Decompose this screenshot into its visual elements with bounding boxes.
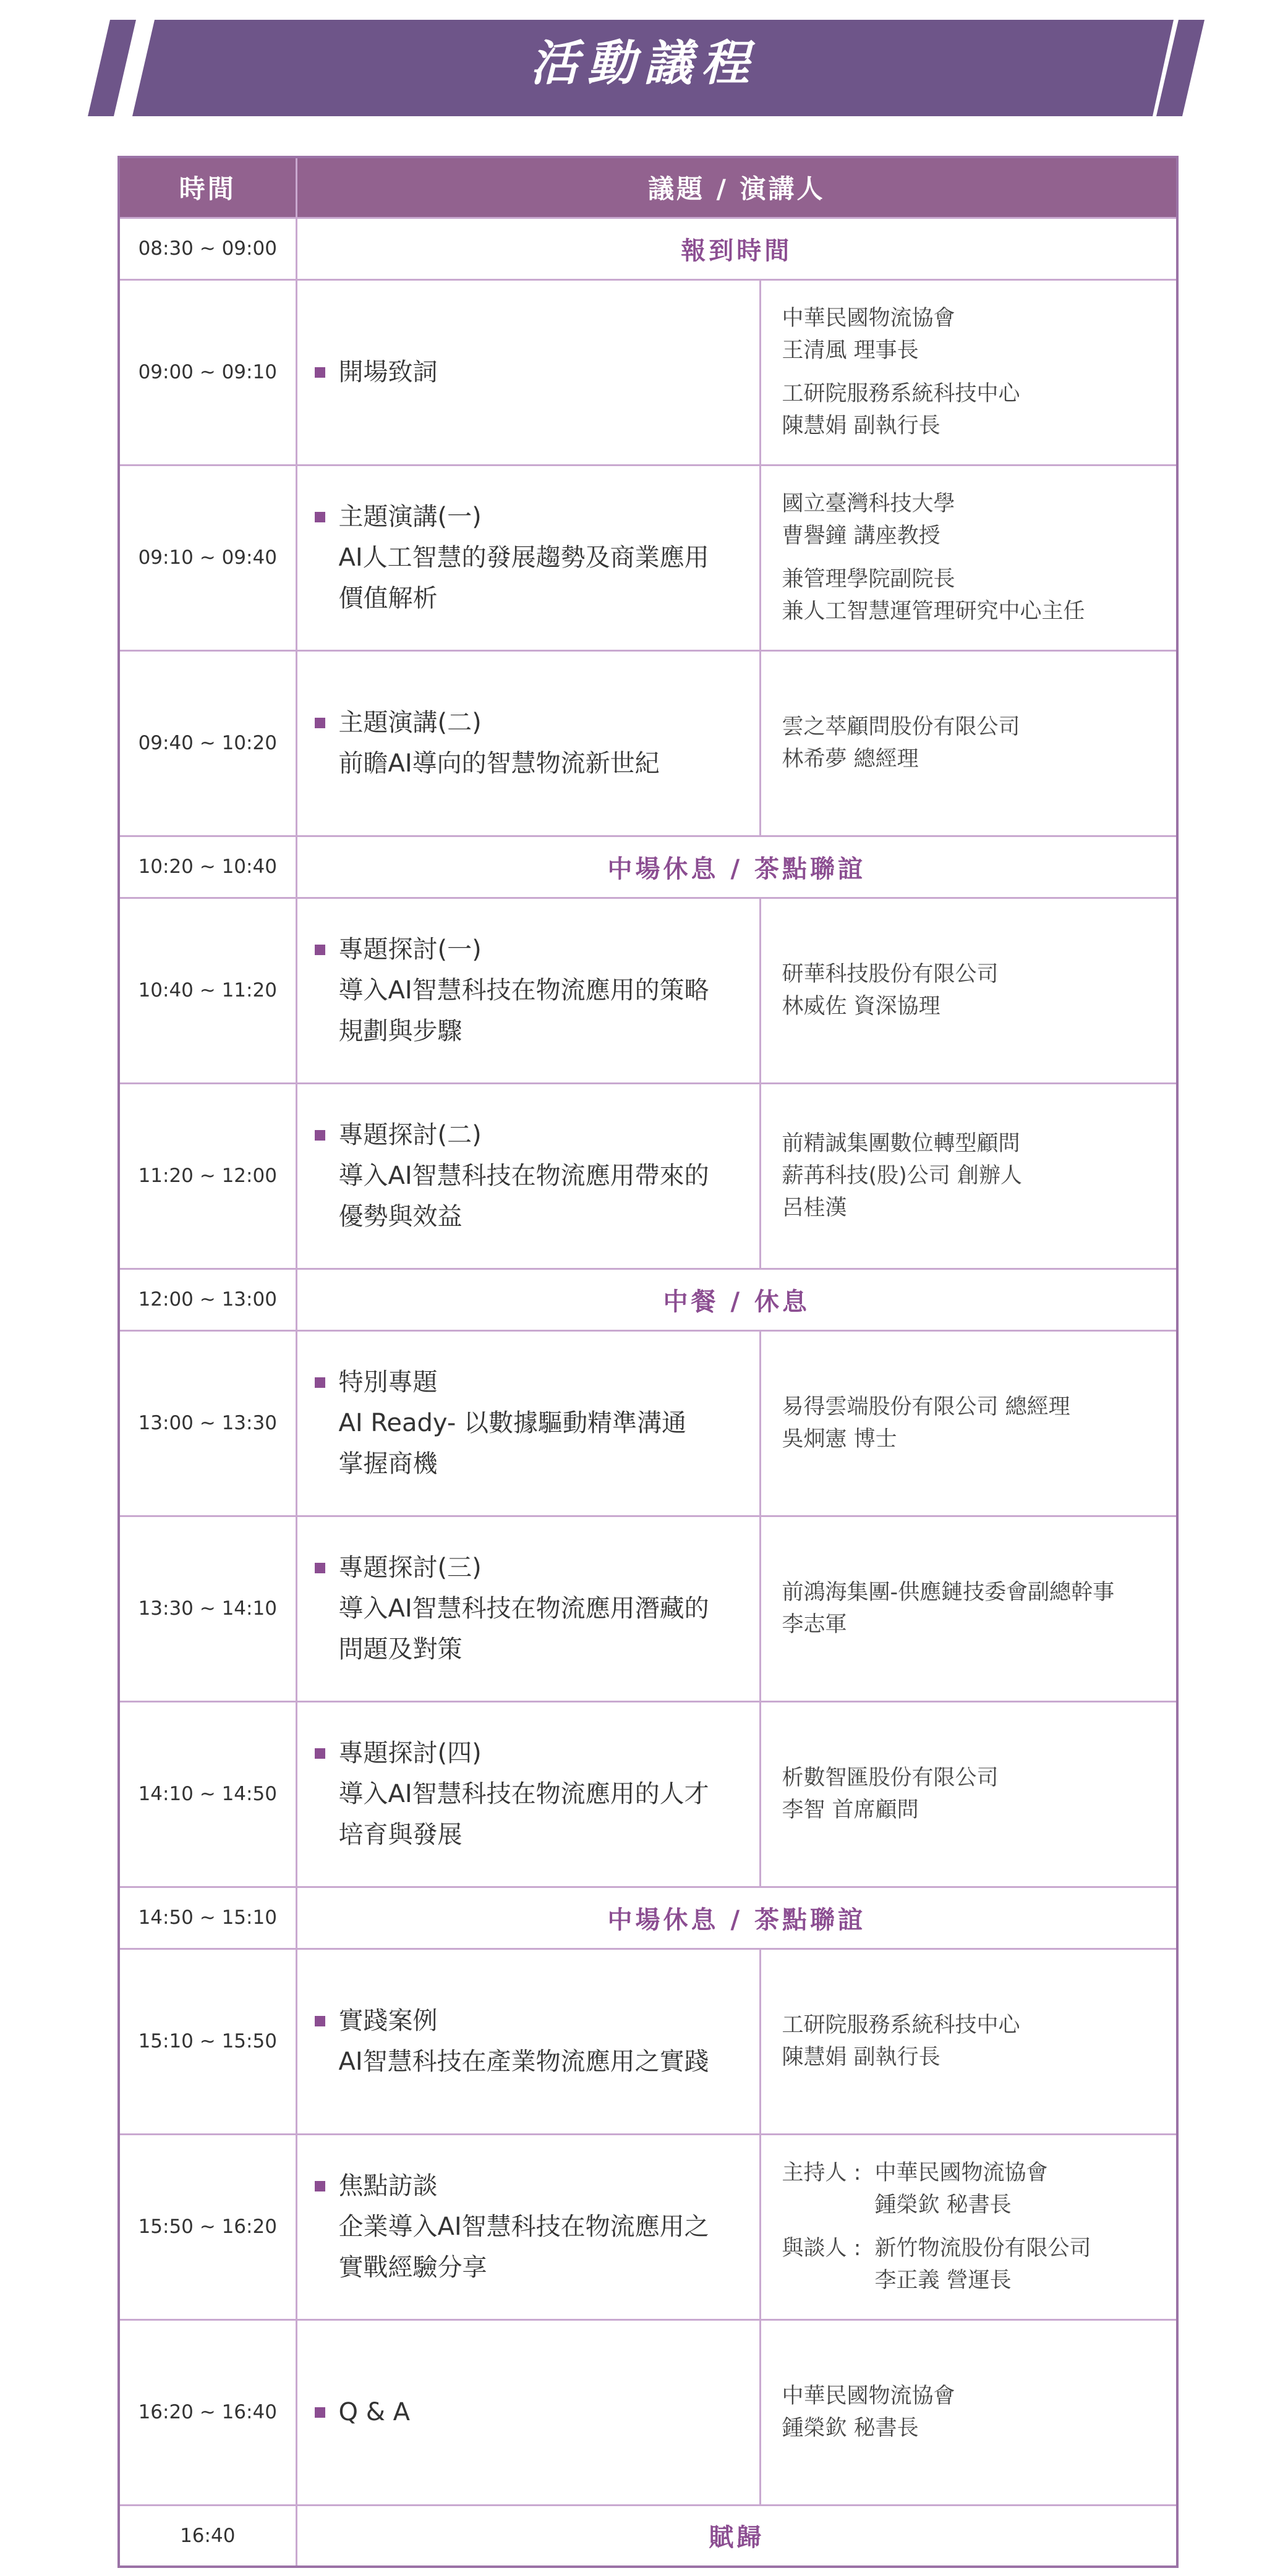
session-topic <box>315 702 747 743</box>
square-bullet-icon <box>315 945 325 955</box>
session-time: 11:20 ~ 12:00 <box>119 1083 296 1269</box>
speaker-block <box>782 302 1167 367</box>
speaker-block <box>782 1128 1167 1224</box>
session-subtitle: AI人工智慧的發展趨勢及商業應用 <box>338 543 709 572</box>
speaker-cell <box>760 650 1177 836</box>
speaker-block <box>782 378 1167 442</box>
guest-name: 李正義 營運長 <box>874 2268 1012 2293</box>
session-subtitle: 問題及對策 <box>338 1635 463 1664</box>
session-subtitle: 培育與發展 <box>338 1821 463 1849</box>
page-title: 活動議程 <box>530 36 758 91</box>
session-time: 12:00 ~ 13:00 <box>119 1269 296 1330</box>
guest-block <box>782 2232 1167 2297</box>
session-topic-cell <box>296 1330 760 1516</box>
table-row <box>119 2505 1177 2567</box>
speaker-block <box>782 488 1167 552</box>
session-time: 10:20 ~ 10:40 <box>119 836 296 898</box>
session-topic-label: 開場致詞 <box>338 358 438 386</box>
speaker-line: 林威佐 資深協理 <box>782 994 940 1019</box>
speaker-line: 李智 首席顧問 <box>782 1798 919 1822</box>
session-topic-label: 專題探討(二) <box>338 1121 482 1149</box>
guest-row <box>782 2232 1167 2264</box>
speaker-line: 前精誠集團數位轉型顧問 <box>782 1131 1020 1156</box>
host-name: 中華民國物流協會 <box>874 2161 1048 2185</box>
session-time: 13:00 ~ 13:30 <box>119 1330 296 1516</box>
session-subtitle: AI智慧科技在產業物流應用之實踐 <box>338 2047 709 2076</box>
session-time: 13:30 ~ 14:10 <box>119 1516 296 1701</box>
session-topic <box>315 1115 747 1155</box>
speaker-line: 陳慧娟 副執行長 <box>782 2045 940 2070</box>
table-row <box>119 1516 1177 1701</box>
topic-column-header: 議題 / 演講人 <box>296 157 1177 218</box>
speaker-line: 王清風 理事長 <box>782 338 919 363</box>
break-label: 中場休息 / 茶點聯誼 <box>296 1887 1177 1949</box>
table-row <box>119 2319 1177 2505</box>
speaker-line: 易得雲端股份有限公司 總經理 <box>782 1395 1070 1419</box>
session-topic-label: 實踐案例 <box>338 2007 438 2035</box>
table-row <box>119 898 1177 1083</box>
session-time: 08:30 ~ 09:00 <box>119 218 296 279</box>
session-subtitle: AI Ready- 以數據驅動精準溝通 <box>338 1409 686 1437</box>
speaker-line: 中華民國物流協會 <box>782 306 955 331</box>
speaker-block <box>782 1576 1167 1641</box>
speaker-line: 雲之萃顧問股份有限公司 <box>782 715 1020 739</box>
speaker-block <box>782 1391 1167 1455</box>
session-time: 09:10 ~ 09:40 <box>119 465 296 650</box>
table-row <box>119 279 1177 465</box>
break-label: 報到時間 <box>296 218 1177 279</box>
session-topic-cell <box>296 1516 760 1701</box>
table-row <box>119 2134 1177 2319</box>
speaker-line: 薪苒科技(股)公司 創辦人 <box>782 1163 1022 1188</box>
session-topic <box>315 2166 747 2206</box>
table-row <box>119 218 1177 279</box>
table-row <box>119 465 1177 650</box>
square-bullet-icon <box>315 718 325 728</box>
speaker-block <box>782 2380 1167 2444</box>
speaker-cell <box>760 1701 1177 1887</box>
break-label: 賦歸 <box>296 2505 1177 2567</box>
speaker-line: 曹譽鐘 講座教授 <box>782 524 940 548</box>
session-topic <box>315 496 747 537</box>
speaker-line: 李志軍 <box>782 1612 847 1637</box>
square-bullet-icon <box>315 1563 325 1573</box>
session-topic <box>315 929 747 970</box>
session-time: 16:40 <box>119 2505 296 2567</box>
session-topic-cell <box>296 279 760 465</box>
session-subtitle: 導入AI智慧科技在物流應用帶來的 <box>338 1162 709 1190</box>
session-time: 15:10 ~ 15:50 <box>119 1949 296 2134</box>
session-topic-label: 主題演講(一) <box>338 503 482 531</box>
speaker-line: 林希夢 總經理 <box>782 747 919 772</box>
table-row <box>119 1330 1177 1516</box>
title-banner <box>0 0 1288 124</box>
agenda-body <box>119 218 1177 2567</box>
time-column-header: 時間 <box>119 157 296 218</box>
session-time: 10:40 ~ 11:20 <box>119 898 296 1083</box>
session-topic-cell <box>296 650 760 836</box>
session-topic-cell <box>296 1701 760 1887</box>
speaker-cell <box>760 1949 1177 2134</box>
speaker-line: 工研院服務系統科技中心 <box>782 2013 1020 2038</box>
table-header <box>119 157 1177 218</box>
session-subtitle: 價值解析 <box>338 584 438 613</box>
guest-name: 新竹物流股份有限公司 <box>874 2236 1091 2261</box>
session-subtitle: 前瞻AI導向的智慧物流新世紀 <box>338 749 660 778</box>
session-subtitle: 導入AI智慧科技在物流應用的人才 <box>338 1780 709 1808</box>
square-bullet-icon <box>315 2016 325 2026</box>
speaker-line: 中華民國物流協會 <box>782 2384 955 2408</box>
session-time: 15:50 ~ 16:20 <box>119 2134 296 2319</box>
break-label: 中場休息 / 茶點聯誼 <box>296 836 1177 898</box>
session-topic-cell <box>296 465 760 650</box>
host-block <box>782 2157 1167 2221</box>
host-label: 主持人 : <box>782 2161 861 2185</box>
session-topic-label: Q & A <box>338 2398 410 2426</box>
speaker-cell <box>760 1330 1177 1516</box>
speaker-cell <box>760 2134 1177 2319</box>
session-topic-label: 專題探討(四) <box>338 1739 482 1767</box>
host-name: 鍾榮欽 秘書長 <box>874 2193 1012 2217</box>
host-row <box>782 2189 1167 2221</box>
session-topic <box>315 352 747 393</box>
square-bullet-icon <box>315 367 325 378</box>
speaker-cell <box>760 1516 1177 1701</box>
session-subtitle: 規劃與步驟 <box>338 1017 463 1045</box>
session-topic <box>315 1547 747 1588</box>
table-row <box>119 1701 1177 1887</box>
speaker-cell <box>760 465 1177 650</box>
session-time: 16:20 ~ 16:40 <box>119 2319 296 2505</box>
speaker-block <box>782 2009 1167 2073</box>
session-time: 09:40 ~ 10:20 <box>119 650 296 836</box>
session-topic-label: 專題探討(一) <box>338 935 482 964</box>
session-topic-cell <box>296 1949 760 2134</box>
square-bullet-icon <box>315 1130 325 1141</box>
break-label: 中餐 / 休息 <box>296 1269 1177 1330</box>
session-topic-cell <box>296 2319 760 2505</box>
speaker-line: 析數智匯股份有限公司 <box>782 1766 999 1790</box>
speaker-line: 呂桂漢 <box>782 1196 847 1220</box>
session-topic-label: 焦點訪談 <box>338 2172 438 2200</box>
session-time: 14:10 ~ 14:50 <box>119 1701 296 1887</box>
square-bullet-icon <box>315 2407 325 2418</box>
host-row <box>782 2157 1167 2189</box>
speaker-line: 鍾榮欽 秘書長 <box>782 2416 919 2441</box>
session-subtitle: 企業導入AI智慧科技在物流應用之 <box>338 2213 709 2241</box>
table-row <box>119 1949 1177 2134</box>
session-topic-label: 主題演講(二) <box>338 708 482 737</box>
square-bullet-icon <box>315 1748 325 1759</box>
speaker-block <box>782 1762 1167 1826</box>
guest-row <box>782 2264 1167 2297</box>
square-bullet-icon <box>315 2181 325 2191</box>
speaker-line: 工研院服務系統科技中心 <box>782 381 1020 406</box>
session-time: 14:50 ~ 15:10 <box>119 1887 296 1949</box>
table-row <box>119 1083 1177 1269</box>
speaker-block <box>782 711 1167 775</box>
speaker-cell <box>760 279 1177 465</box>
agenda-table <box>117 156 1179 2568</box>
speaker-line: 前鴻海集團-供應鏈技委會副總幹事 <box>782 1580 1115 1605</box>
session-subtitle: 導入AI智慧科技在物流應用的策略 <box>338 976 709 1005</box>
speaker-line: 兼人工智慧運管理研究中心主任 <box>782 599 1085 624</box>
speaker-cell <box>760 2319 1177 2505</box>
session-topic <box>315 2392 747 2433</box>
speaker-line: 研華科技股份有限公司 <box>782 962 999 987</box>
speaker-block <box>782 563 1167 627</box>
speaker-line: 兼管理學院副院長 <box>782 567 955 592</box>
session-topic-cell <box>296 1083 760 1269</box>
table-row <box>119 650 1177 836</box>
session-topic <box>315 1362 747 1403</box>
table-row <box>119 1269 1177 1330</box>
session-topic <box>315 1733 747 1774</box>
session-topic <box>315 2000 747 2041</box>
session-topic-cell <box>296 898 760 1083</box>
guest-label: 與談人 : <box>782 2236 861 2261</box>
square-bullet-icon <box>315 1377 325 1388</box>
speaker-line: 國立臺灣科技大學 <box>782 491 955 516</box>
session-subtitle: 掌握商機 <box>338 1450 438 1478</box>
speaker-line: 陳慧娟 副執行長 <box>782 414 940 438</box>
session-time: 09:00 ~ 09:10 <box>119 279 296 465</box>
square-bullet-icon <box>315 512 325 522</box>
table-row <box>119 1887 1177 1949</box>
speaker-cell <box>760 898 1177 1083</box>
session-subtitle: 優勢與效益 <box>338 1202 463 1231</box>
guest-label <box>782 2264 875 2297</box>
table-row <box>119 836 1177 898</box>
session-topic-cell <box>296 2134 760 2319</box>
session-topic-label: 特別專題 <box>338 1368 438 1396</box>
host-label <box>782 2189 875 2221</box>
speaker-cell <box>760 1083 1177 1269</box>
session-subtitle: 實戰經驗分享 <box>338 2253 487 2282</box>
session-topic-label: 專題探討(三) <box>338 1554 482 1582</box>
speaker-line: 吳炯憲 博士 <box>782 1427 897 1452</box>
session-subtitle: 導入AI智慧科技在物流應用潛藏的 <box>338 1594 709 1623</box>
speaker-block <box>782 958 1167 1022</box>
